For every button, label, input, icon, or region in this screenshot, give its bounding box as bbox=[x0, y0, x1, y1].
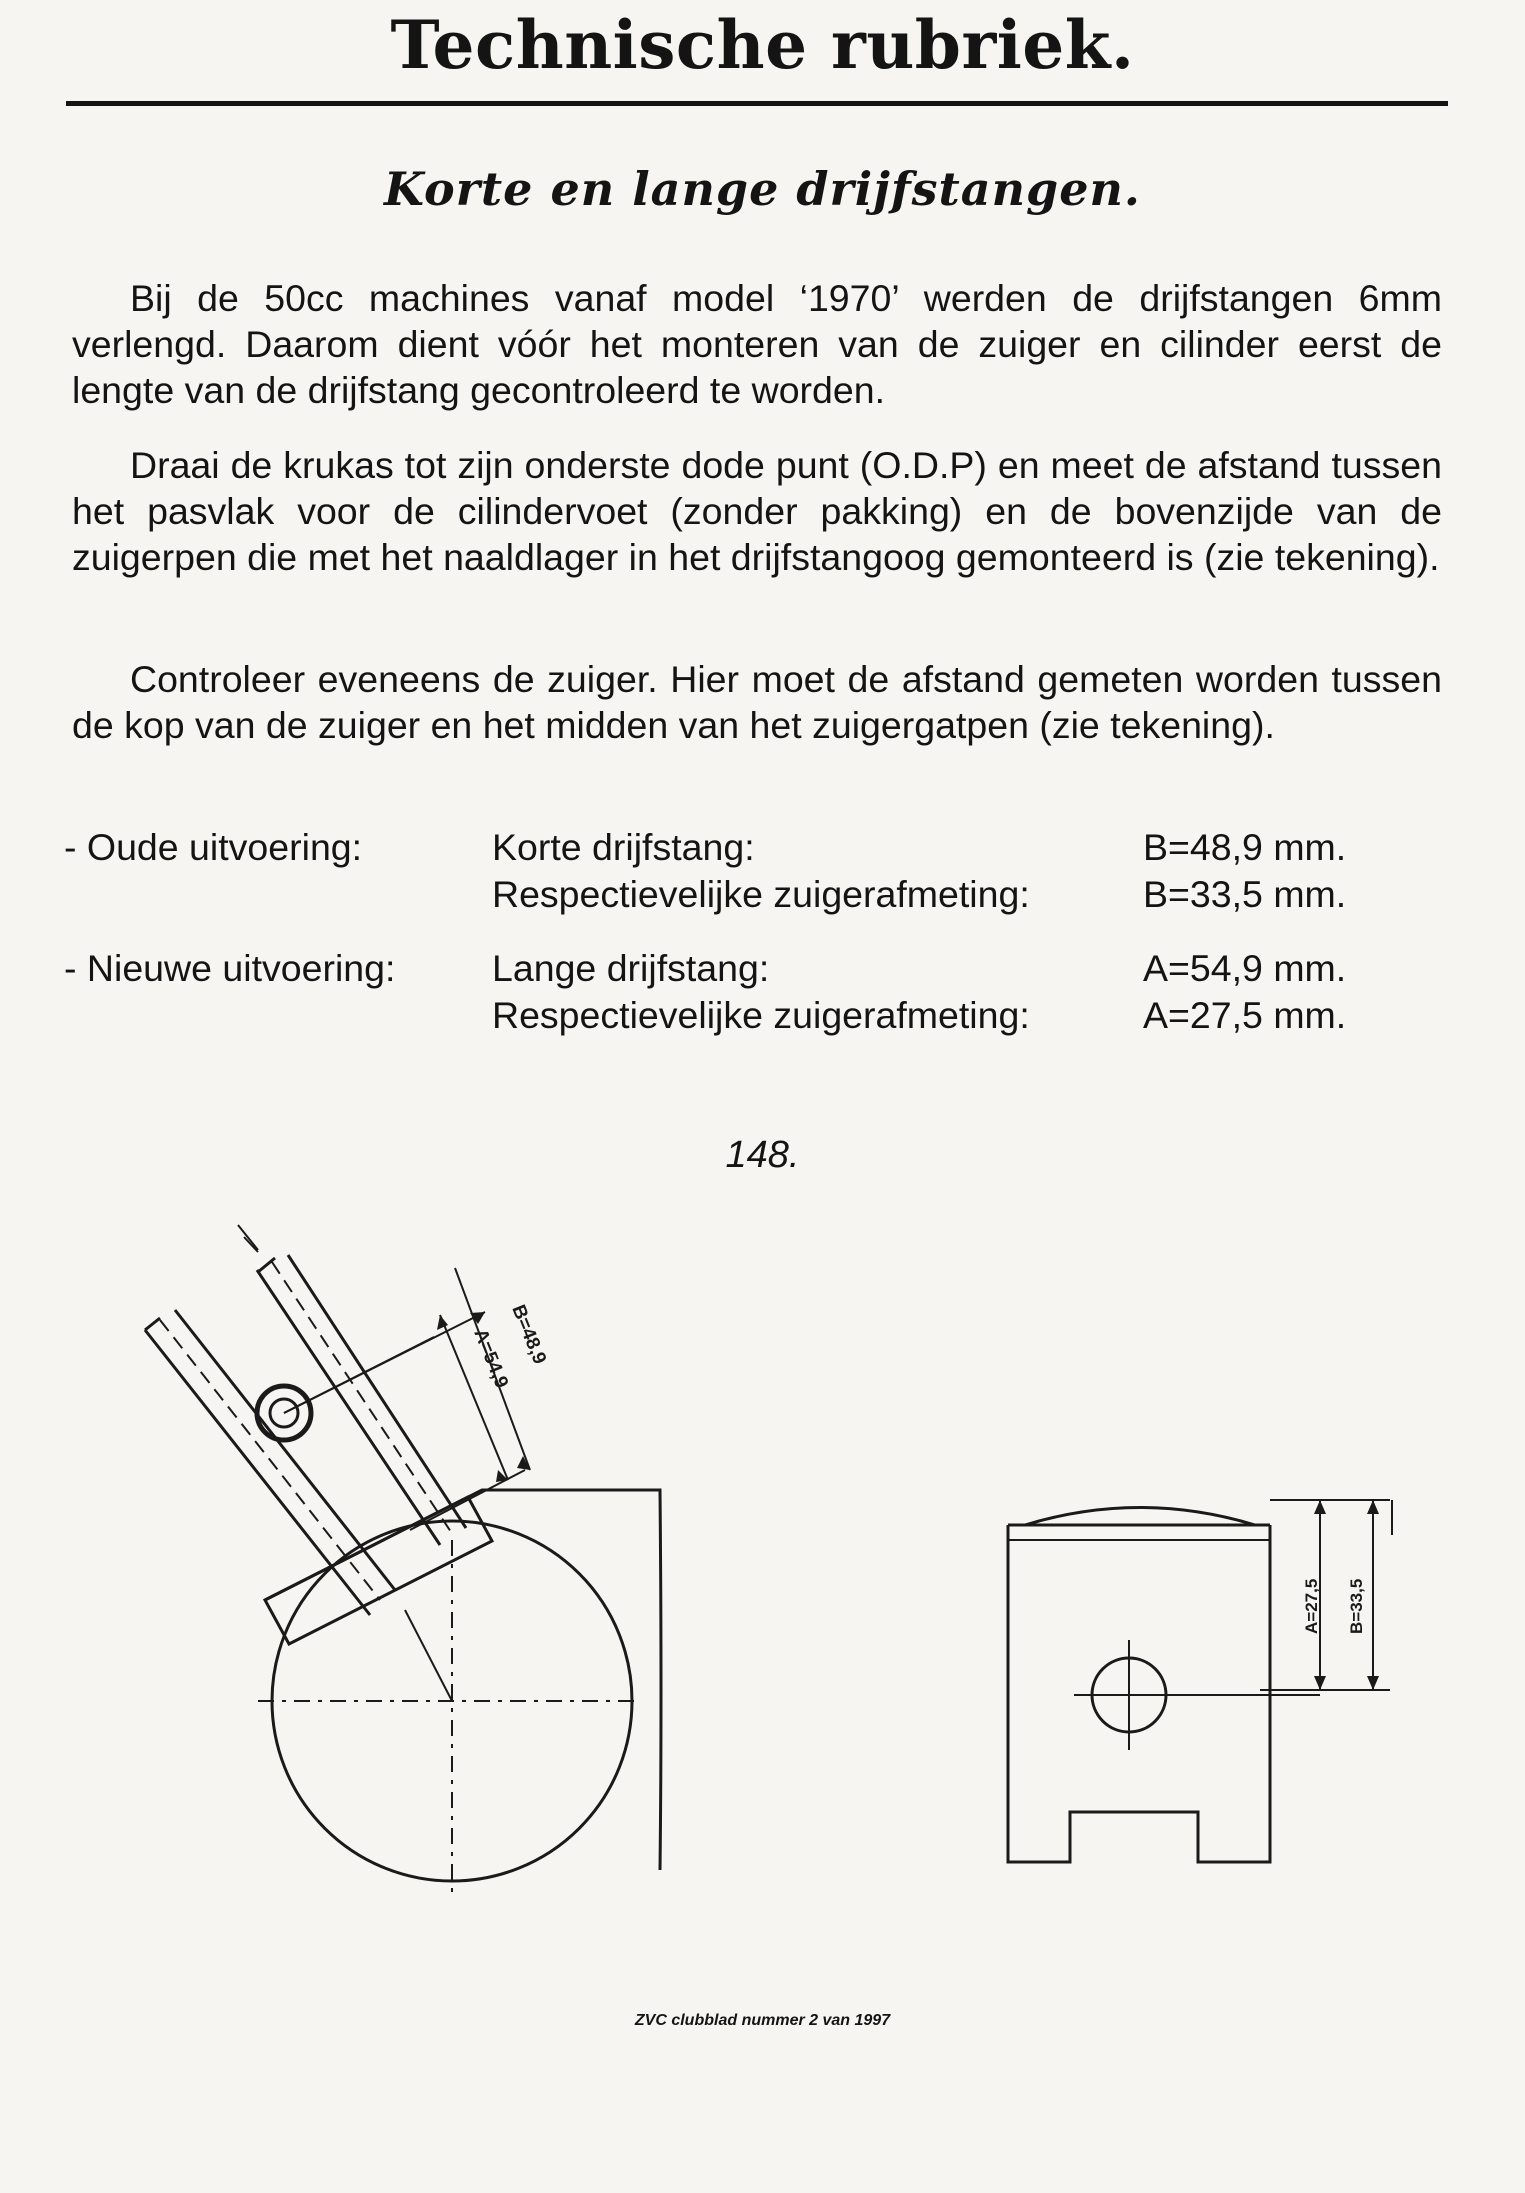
rod-label-a: A=54,9 bbox=[469, 1326, 512, 1392]
spec-variant-label: - Oude uitvoering: bbox=[64, 826, 363, 868]
paragraph-measure-rod: Draai de krukas tot zijn onderste dode punt (O.D.P) en meet de afstand tussen het pasvlak voor de cilindervoet (zonder pakking) en de bovenzijde van de zuigerpen die met het naaldlager in het drijfstangoog gemonteerd is (zie tekening). bbox=[72, 444, 1442, 578]
page-number: 148. bbox=[725, 1134, 800, 1176]
paragraph-intro: Bij de 50cc machines vanaf model ‘1970’ werden de drijfstangen 6mm verlengd. Daarom dient vóór het monteren van de zuiger en cilinder eerst de lengte van de drijfstang gecontroleerd te worden. bbox=[72, 277, 1442, 411]
spec-row-label: Respectievelijke zuigerafmeting: bbox=[492, 873, 1030, 915]
footer-caption: ZVC clubblad nummer 2 van 1997 bbox=[634, 2012, 891, 2029]
spec-row-label: Korte drijfstang: bbox=[492, 826, 755, 868]
paragraph-measure-piston: Controleer eveneens de zuiger. Hier moet de afstand gemeten worden tussen de kop van de zuiger en het midden van het zuigergatpen (zie tekening). bbox=[72, 658, 1442, 746]
spec-row-value: A=27,5 mm. bbox=[1143, 994, 1347, 1036]
piston-label-a: A=27,5 bbox=[1302, 1578, 1321, 1634]
page-title: Technische rubriek. bbox=[390, 6, 1135, 84]
spec-row-label: Lange drijfstang: bbox=[492, 947, 770, 989]
spec-row-value: B=33,5 mm. bbox=[1143, 873, 1347, 915]
piston-body bbox=[1008, 1525, 1270, 1862]
spec-variant-label: - Nieuwe uitvoering: bbox=[64, 947, 396, 989]
crankcase-outline bbox=[265, 1490, 661, 1870]
piston-diagram bbox=[1008, 1500, 1392, 1862]
article-subtitle: Korte en lange drijfstangen. bbox=[384, 162, 1141, 216]
spec-row-value: B=48,9 mm. bbox=[1143, 826, 1347, 868]
piston-crown bbox=[1025, 1508, 1255, 1526]
spec-row-label: Respectievelijke zuigerafmeting: bbox=[492, 994, 1030, 1036]
connecting-rod-line bbox=[145, 1330, 370, 1615]
spec-row-value: A=54,9 mm. bbox=[1143, 947, 1347, 989]
rod-label-b: B=48,9 bbox=[507, 1302, 550, 1368]
piston-label-b: B=33,5 bbox=[1347, 1578, 1366, 1634]
rod-diagram bbox=[145, 1225, 661, 1900]
